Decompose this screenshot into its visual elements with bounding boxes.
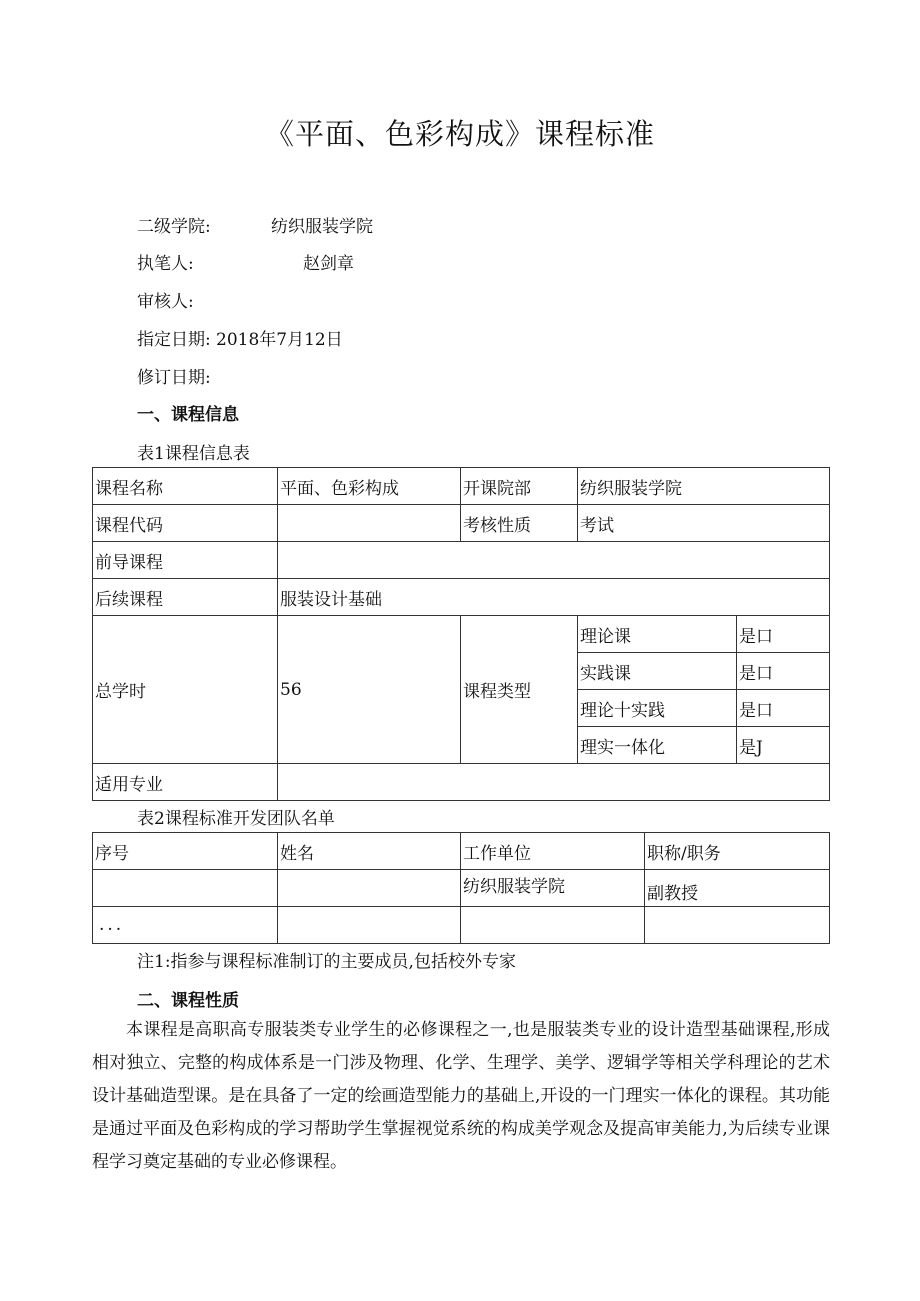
exam-value: 考试 — [578, 505, 830, 542]
major-value — [278, 764, 830, 801]
reviewer-label: 审核人: — [137, 292, 194, 312]
team-table — [92, 832, 830, 944]
table-header-row — [93, 833, 830, 870]
course-info-table — [92, 467, 830, 801]
table-cell — [278, 907, 461, 944]
table-cell: ... — [93, 907, 278, 944]
course-type-label: 课程类型 — [461, 616, 578, 764]
section-heading-course-nature: 二、课程性质 — [137, 991, 239, 1011]
table-row — [93, 505, 830, 542]
table-cell — [278, 870, 461, 907]
table-row — [93, 870, 830, 907]
table-cell — [645, 907, 830, 944]
date-value: 2018年7月12日 — [216, 330, 343, 350]
table-row — [93, 616, 830, 653]
revision-label: 修订日期: — [137, 368, 211, 388]
course-name-value: 平面、色彩构成 — [278, 468, 461, 505]
table-cell — [93, 870, 278, 907]
table-row — [93, 579, 830, 616]
table-cell — [461, 907, 645, 944]
course-nature-paragraph: 本课程是高职高专服装类专业学生的必修课程之一,也是服装类专业的设计造型基础课程,形成相对独立、完整的构成体系是一门涉及物理、化学、生理学、美学、逻辑学等相关学科理论的艺术设计基础造型课。是在具备了一定的绘画造型能力的基础上,开设的一门理实一体化的课程。其功能是通过平面及色彩构成的学习帮助学生掌握视觉系统的构成美学观念及提高审美能力,为后续专业课程学习奠定基础的专业必修课程。 — [92, 1020, 830, 1172]
date-label: 指定日期: — [137, 330, 211, 350]
table-row — [93, 542, 830, 579]
college-value: 纺织服装学院 — [271, 217, 373, 237]
exam-label: 考核性质 — [461, 505, 578, 542]
table-row — [93, 764, 830, 801]
code-label: 课程代码 — [93, 505, 278, 542]
table-cell: 纺织服装学院 — [461, 870, 645, 907]
table-row — [93, 468, 830, 505]
college-label: 二级学院: — [137, 217, 211, 237]
column-header: 工作单位 — [461, 833, 645, 870]
table1-caption: 表1课程信息表 — [137, 444, 250, 464]
prereq-value — [278, 542, 830, 579]
table2-caption: 表2课程标准开发团队名单 — [137, 809, 335, 829]
column-header: 姓名 — [278, 833, 461, 870]
course-type-name: 实践课 — [578, 653, 737, 690]
table-cell: 副教授 — [645, 870, 830, 907]
section-heading-course-info: 一、课程信息 — [137, 405, 239, 425]
author-value: 赵剑章 — [303, 254, 354, 274]
code-value — [278, 505, 461, 542]
course-type-mark: 是口 — [737, 616, 830, 653]
followup-label: 后续课程 — [93, 579, 278, 616]
author-label: 执笔人: — [137, 254, 194, 274]
course-name-label: 课程名称 — [93, 468, 278, 505]
dept-label: 开课院部 — [461, 468, 578, 505]
course-type-name: 理论课 — [578, 616, 737, 653]
column-header: 序号 — [93, 833, 278, 870]
dept-value: 纺织服装学院 — [578, 468, 830, 505]
course-type-name: 理实一体化 — [578, 727, 737, 764]
column-header: 职称/职务 — [645, 833, 830, 870]
prereq-label: 前导课程 — [93, 542, 278, 579]
course-type-mark: 是J — [737, 727, 830, 764]
table-note: 注1:指参与课程标准制订的主要成员,包括校外专家 — [137, 952, 516, 972]
major-label: 适用专业 — [93, 764, 278, 801]
page-title: 《平面、色彩构成》课程标准 — [264, 117, 655, 151]
hours-value: 56 — [278, 616, 461, 764]
followup-value: 服装设计基础 — [278, 579, 830, 616]
table-row — [93, 907, 830, 944]
course-type-name: 理论十实践 — [578, 690, 737, 727]
course-type-mark: 是口 — [737, 653, 830, 690]
course-type-mark: 是口 — [737, 690, 830, 727]
hours-label: 总学时 — [93, 616, 278, 764]
